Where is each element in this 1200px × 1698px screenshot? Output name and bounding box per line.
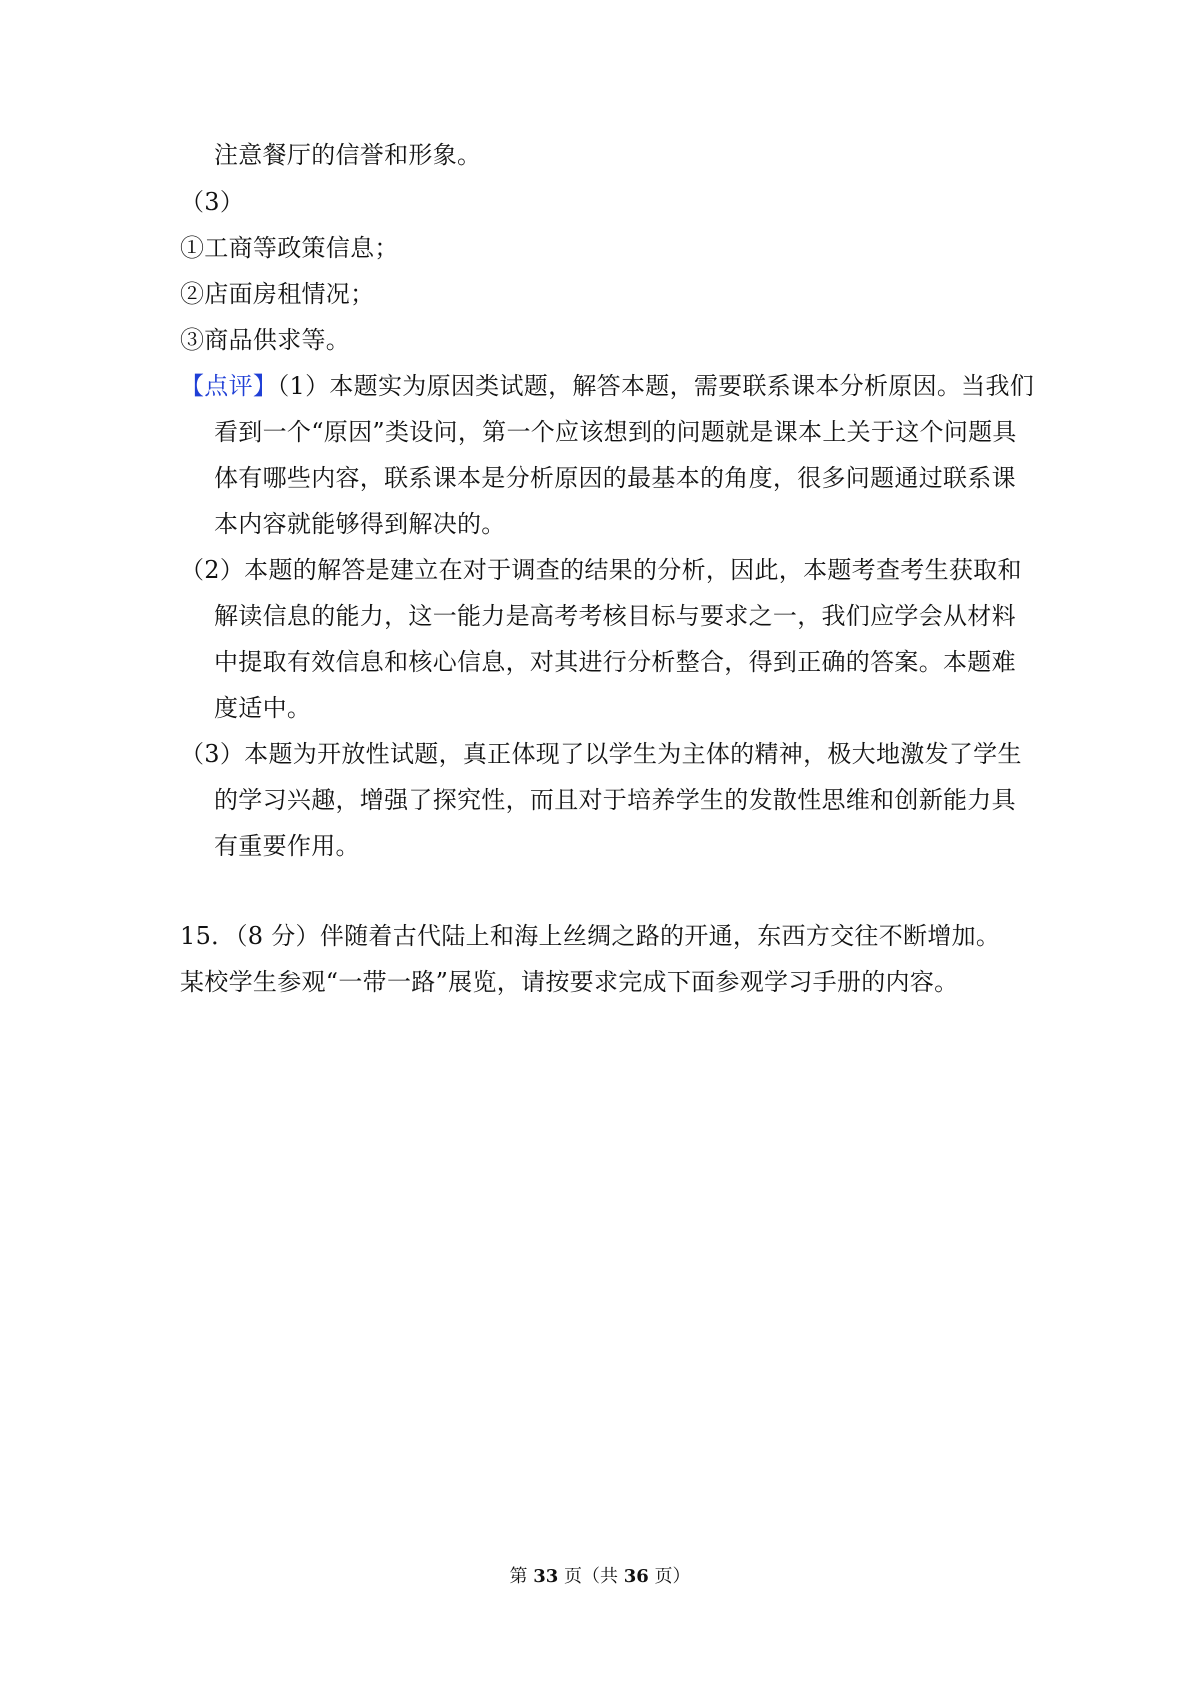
footer-prefix: 第 (509, 1566, 528, 1587)
comment-part2-line: 中提取有效信息和核心信息，对其进行分析整合，得到正确的答案。本题难 (214, 648, 1016, 676)
comment-part3-line: 的学习兴趣，增强了探究性，而且对于培养学生的发散性思维和创新能力具 (214, 786, 1016, 814)
comment-tag: 【点评】 (180, 372, 278, 400)
question15-line: 某校学生参观“一带一路”展览，请按要求完成下面参观学习手册的内容。 (180, 968, 959, 996)
comment-part2-line: （2）本题的解答是建立在对于调查的结果的分析，因此，本题考查考生获取和 (180, 556, 1022, 584)
question15-line: 15．（8 分）伴随着古代陆上和海上丝绸之路的开通，东西方交往不断增加。 (180, 922, 1001, 950)
current-page-number: 33 (533, 1566, 559, 1587)
answer-part3-item: ②店面房租情况； (180, 280, 375, 308)
answer-part3-label: （3） (180, 188, 245, 216)
comment-first-line (180, 371, 1034, 401)
comment-part2-line: 解读信息的能力，这一能力是高考考核目标与要求之一，我们应学会从材料 (214, 602, 1016, 630)
comment-part1-line: 本内容就能够得到解决的。 (214, 510, 506, 538)
footer-middle: 页（共 (564, 1566, 618, 1587)
footer-suffix: 页） (654, 1566, 691, 1587)
answer-part3-item: ①工商等政策信息； (180, 234, 399, 262)
answer-continuation: 注意餐厅的信誉和形象。 (214, 141, 482, 169)
comment-part1-line: 看到一个“原因”类设问，第一个应该想到的问题就是课本上关于这个问题具 (214, 418, 1017, 446)
comment-part3-line: （3）本题为开放性试题，真正体现了以学生为主体的精神，极大地激发了学生 (180, 740, 1022, 768)
comment-part1-line: （1）本题实为原因类试题，解答本题，需要联系课本分析原因。当我们 (277, 372, 1035, 400)
total-pages-number: 36 (623, 1566, 649, 1587)
comment-part2-line: 度适中。 (214, 694, 312, 722)
answer-part3-item: ③商品供求等。 (180, 326, 351, 354)
page-footer (0, 1565, 1200, 1589)
comment-part3-line: 有重要作用。 (214, 832, 360, 860)
comment-part1-line: 体有哪些内容，联系课本是分析原因的最基本的角度，很多问题通过联系课 (214, 464, 1016, 492)
